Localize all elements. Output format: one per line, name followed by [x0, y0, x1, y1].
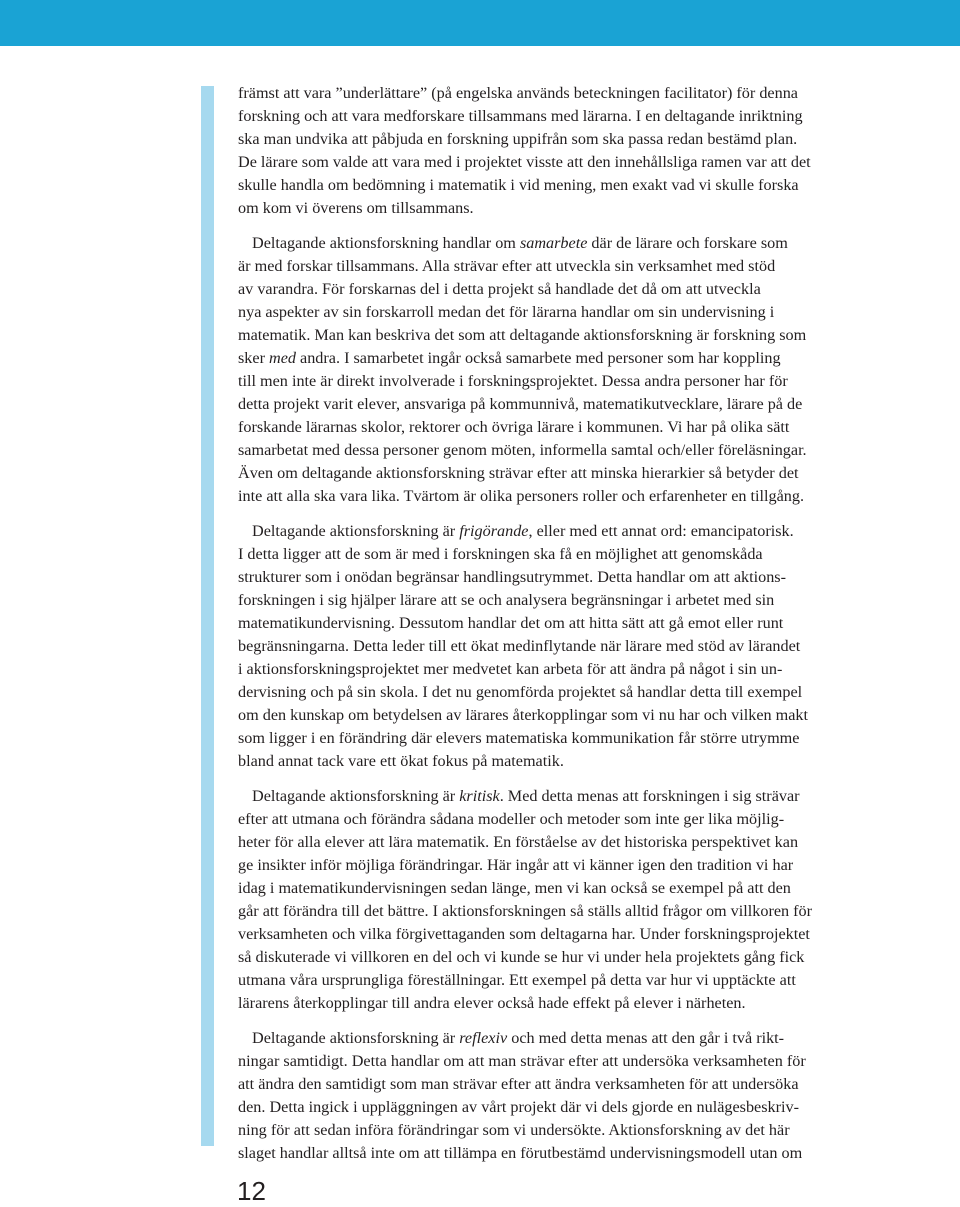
text-run: och med detta menas att den går i två rikt- [507, 1029, 785, 1047]
text-line [238, 589, 884, 612]
text-line [238, 151, 884, 174]
text-run: slaget handlar alltså inte om att tillämpa en förutbestämd undervisningsmodell utan om [238, 1144, 803, 1162]
text-line [238, 197, 884, 220]
text-line [238, 128, 884, 151]
text-line [238, 923, 884, 946]
text-run: sker [238, 349, 270, 367]
text-run: ningar samtidigt. Detta handlar om att man strävar efter att undersöka verksamheten för [238, 1052, 806, 1070]
paragraph [238, 82, 884, 220]
text-line [238, 520, 884, 543]
text-run: , eller med ett annat ord: emancipatorisk. [528, 522, 794, 540]
text-run: som ligger i en förändring där elevers matematiska kommunikation får större utrymme [238, 729, 800, 747]
emphasized-term: med [269, 349, 296, 367]
emphasized-term: kritisk [459, 787, 500, 805]
text-run: idag i matematikundervisningen sedan länge, men vi kan också se exempel på att den [238, 879, 791, 897]
paragraph [238, 1027, 884, 1165]
text-line [238, 992, 884, 1015]
text-run: ning för att sedan införa förändringar som vi undersökte. Aktionsforskning av det här [238, 1121, 790, 1139]
text-line [238, 877, 884, 900]
text-run: att ändra den samtidigt som man strävar efter att ändra verksamheten för att undersöka [238, 1075, 799, 1093]
text-run: efter att utmana och förändra sådana modeller och metoder som inte ger lika möjlig- [238, 810, 785, 828]
text-run: om kom vi överens om tillsammans. [238, 199, 474, 217]
text-line [238, 831, 884, 854]
text-run: begränsningarna. Detta leder till ett ökat medinflytande när lärare med stöd av lärandet [238, 637, 801, 655]
text-run: forskning och att vara medforskare tillsammans med lärarna. I en deltagande inriktning [238, 107, 803, 125]
text-line [238, 278, 884, 301]
page-number: 12 [237, 1176, 266, 1206]
text-run: till men inte är direkt involverade i forskningsprojektet. Dessa andra personer har för [238, 372, 788, 390]
emphasized-term: frigörande [459, 522, 529, 540]
text-line [238, 416, 884, 439]
paragraph [238, 232, 884, 508]
paragraph [238, 785, 884, 1015]
emphasized-term: reflexiv [459, 1029, 508, 1047]
text-run: skulle handla om bedömning i matematik i vid mening, men exakt vad vi skulle forska [238, 176, 799, 194]
text-run: detta projekt varit elever, ansvariga på kommunnivå, matematikutvecklare, lärare på de [238, 395, 803, 413]
text-line [238, 727, 884, 750]
text-run: Deltagande aktionsforskning är [252, 522, 460, 540]
text-line [238, 255, 884, 278]
text-run: strukturer som i onödan begränsar handlingsutrymmet. Detta handlar om att aktions- [238, 568, 786, 586]
text-line [238, 1096, 884, 1119]
header-band [0, 0, 960, 46]
text-run: i aktionsforskningsprojektet mer medvetet kan arbeta för att ändra på något i sin un- [238, 660, 783, 678]
text-line [238, 82, 884, 105]
text-line [238, 566, 884, 589]
paragraph [238, 520, 884, 773]
text-run: ge insikter inför möjliga förändringar. Här ingår att vi känner igen den tradition vi har [238, 856, 794, 874]
text-run: bland annat tack vare ett ökat fokus på matematik. [238, 752, 564, 770]
text-line [238, 969, 884, 992]
text-line [238, 439, 884, 462]
text-line [238, 946, 884, 969]
text-run: verksamheten och vilka förgivettaganden som deltagarna har. Under forskningsprojektet [238, 925, 810, 943]
text-run: I detta ligger att de som är med i forskningen ska få en möjlighet att genomskåda [238, 545, 763, 563]
text-line [238, 658, 884, 681]
text-run: om den kunskap om betydelsen av lärares återkopplingar som vi nu har och vilken makt [238, 706, 809, 724]
text-line [238, 1119, 884, 1142]
text-run: heter för alla elever att lära matematik. En förståelse av det historiska perspektivet kan [238, 833, 799, 851]
text-line [238, 1142, 884, 1165]
text-line [238, 750, 884, 773]
text-run: . Med detta menas att forskningen i sig strävar [499, 787, 800, 805]
body-text [238, 82, 884, 1165]
text-line [238, 1050, 884, 1073]
text-run: matematikundervisning. Dessutom handlar det om att hitta sätt att gå emot eller runt [238, 614, 784, 632]
text-line [238, 301, 884, 324]
text-run: ska man undvika att påbjuda en forskning uppifrån som ska passa redan bestämd plan. [238, 130, 798, 148]
text-line [238, 612, 884, 635]
text-run: är med forskar tillsammans. Alla strävar efter att utveckla sin verksamhet med stöd [238, 257, 776, 275]
text-line [238, 232, 884, 255]
text-run: Deltagande aktionsforskning handlar om [252, 234, 520, 252]
text-line [238, 1027, 884, 1050]
text-line [238, 462, 884, 485]
text-run: där de lärare och forskare som [587, 234, 788, 252]
text-run: dervisning och på sin skola. I det nu genomförda projektet så handlar detta till exempel [238, 683, 803, 701]
text-line [238, 854, 884, 877]
text-run: så diskuterade vi villkoren en del och vi kunde se hur vi under hela projektets gång fick [238, 948, 805, 966]
text-run: nya aspekter av sin forskarroll medan det för lärarna handlar om sin undervisning i [238, 303, 775, 321]
text-run: andra. I samarbetet ingår också samarbete med personer som har koppling [295, 349, 781, 367]
text-run: av varandra. För forskarnas del i detta projekt så handlade det då om att utveckla [238, 280, 761, 298]
text-run: samarbetat med dessa personer genom möten, informella samtal och/eller föreläsningar. [238, 441, 807, 459]
text-line [238, 370, 884, 393]
text-line [238, 900, 884, 923]
text-line [238, 785, 884, 808]
text-line [238, 485, 884, 508]
text-line [238, 681, 884, 704]
text-line [238, 635, 884, 658]
text-line [238, 393, 884, 416]
text-run: Deltagande aktionsforskning är [252, 1029, 460, 1047]
emphasized-term: samarbete [519, 234, 588, 252]
text-run: forskande lärarnas skolor, rektorer och övriga lärare i kommunen. Vi har på olika sätt [238, 418, 790, 436]
text-run: den. Detta ingick i uppläggningen av vårt projekt där vi dels gjorde en nulägesbeskriv- [238, 1098, 800, 1116]
text-run: går att förändra till det bättre. I aktionsforskningen så ställs alltid frågor om villkoren för [238, 902, 813, 920]
margin-bar [201, 86, 214, 1146]
text-line [238, 105, 884, 128]
text-run: Även om deltagande aktionsforskning strävar efter att minska hierarkier så betyder det [238, 464, 799, 482]
text-run: De lärare som valde att vara med i projektet visste att den innehållsliga ramen var att det [238, 153, 811, 171]
text-line [238, 704, 884, 727]
text-line [238, 174, 884, 197]
text-line [238, 808, 884, 831]
text-line [238, 347, 884, 370]
text-run: inte att alla ska vara lika. Tvärtom är olika personers roller och erfarenheter en tillgång. [238, 487, 805, 505]
text-line [238, 1073, 884, 1096]
text-run: utmana våra ursprungliga föreställningar. Ett exempel på detta var hur vi upptäckte att [238, 971, 796, 989]
text-run: matematik. Man kan beskriva det som att deltagande aktionsforskning är forskning som [238, 326, 807, 344]
text-run: främst att vara ”underlättare” (på engelska används beteckningen facilitator) för denna [238, 84, 798, 102]
text-run: forskningen i sig hjälper lärare att se och analysera begränsningar i arbetet med sin [238, 591, 775, 609]
text-run: lärarens återkopplingar till andra elever också hade effekt på elever i närheten. [238, 994, 746, 1012]
text-line [238, 543, 884, 566]
text-run: Deltagande aktionsforskning är [252, 787, 460, 805]
text-line [238, 324, 884, 347]
